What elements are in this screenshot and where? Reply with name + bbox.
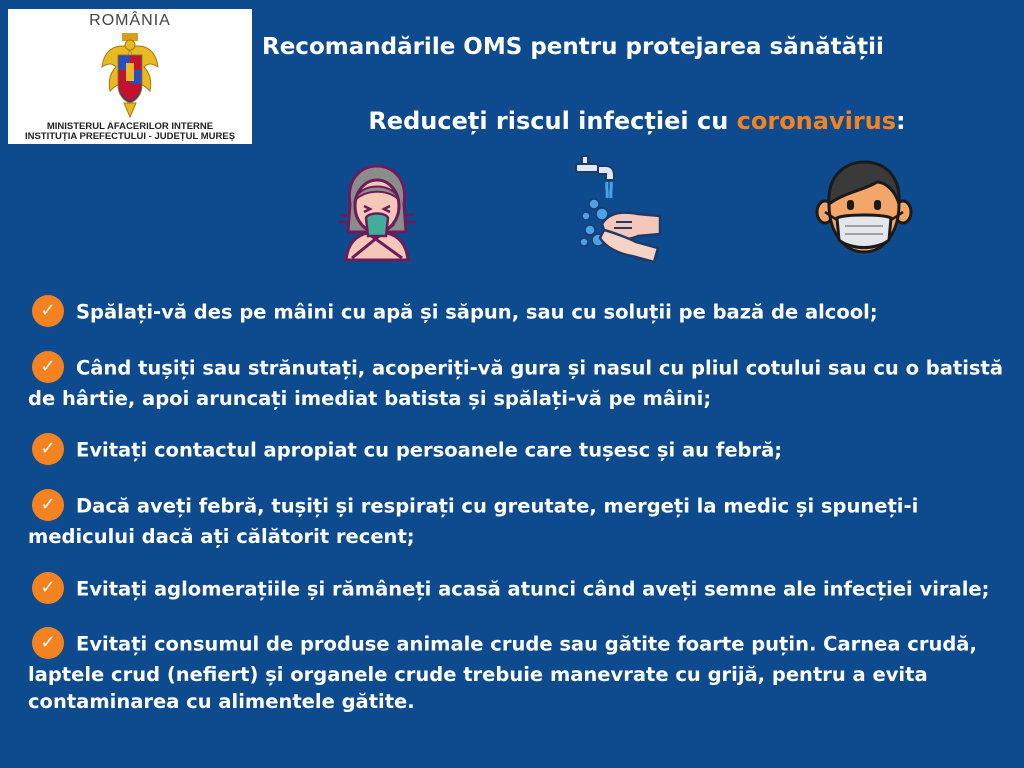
page-subtitle: [262, 107, 1012, 135]
hand-washing-icon: [572, 154, 662, 266]
recommendation-text: Când tușiți sau strănutați, acoperiți-vă gura și nasul cu pliul cotului sau cu o batistă de hârtie, apoi aruncați imediat batista și spălați-vă pe mâini;: [28, 356, 1003, 410]
recommendation-text: Spălați-vă des pe mâini cu apă și săpun, sau cu soluții pe bază de alcool;: [76, 300, 878, 324]
check-icon: ✓: [32, 295, 64, 327]
page-title: Recomandările OMS pentru protejarea sănătății: [262, 34, 884, 60]
subtitle-highlight: coronavirus: [736, 107, 897, 135]
recommendation-item: [28, 297, 1022, 329]
recommendation-text: Evitați contactul apropiat cu persoanele care tușesc și au febră;: [76, 438, 783, 462]
recommendation-item: [28, 629, 1022, 715]
recommendation-text: Evitați consumul de produse animale crude sau gătite foarte puțin. Carnea crudă, laptele crud (nefiert) și organele crude trebuie manevrate cu grijă, pentru a evita contaminarea cu alimentele gătite.: [28, 632, 977, 713]
recommendation-item: [28, 353, 1022, 412]
recommendation-item: [28, 491, 1022, 550]
subtitle-suffix: :: [896, 107, 906, 135]
logo-prefecture-text: INSTITUȚIA PREFECTULUI - JUDEȚUL MUREȘ: [24, 131, 236, 142]
check-icon: ✓: [32, 572, 64, 604]
logo-country: ROMÂNIA: [89, 12, 171, 29]
recommendation-text: Dacă aveți febră, tușiți și respirați cu greutate, mergeți la medic și spuneți-i medicului dacă ați călătorit recent;: [28, 494, 919, 548]
coat-of-arms-icon: [100, 33, 160, 119]
recommendation-item: [28, 574, 1022, 606]
recommendation-item: [28, 435, 1022, 467]
subtitle-prefix: Reduceți riscul infecției cu: [368, 107, 737, 135]
institution-logo: [8, 9, 252, 144]
check-icon: ✓: [32, 627, 64, 659]
check-icon: ✓: [32, 489, 64, 521]
logo-ministry-text: MINISTERUL AFACERILOR INTERNE: [46, 121, 214, 132]
face-mask-icon: [815, 160, 913, 256]
check-icon: ✓: [32, 433, 64, 465]
check-icon: ✓: [32, 351, 64, 383]
sneezing-person-icon: [332, 162, 422, 262]
recommendation-text: Evitați aglomerațiile și rămâneți acasă atunci când aveți semne ale infecției virale;: [76, 577, 990, 601]
